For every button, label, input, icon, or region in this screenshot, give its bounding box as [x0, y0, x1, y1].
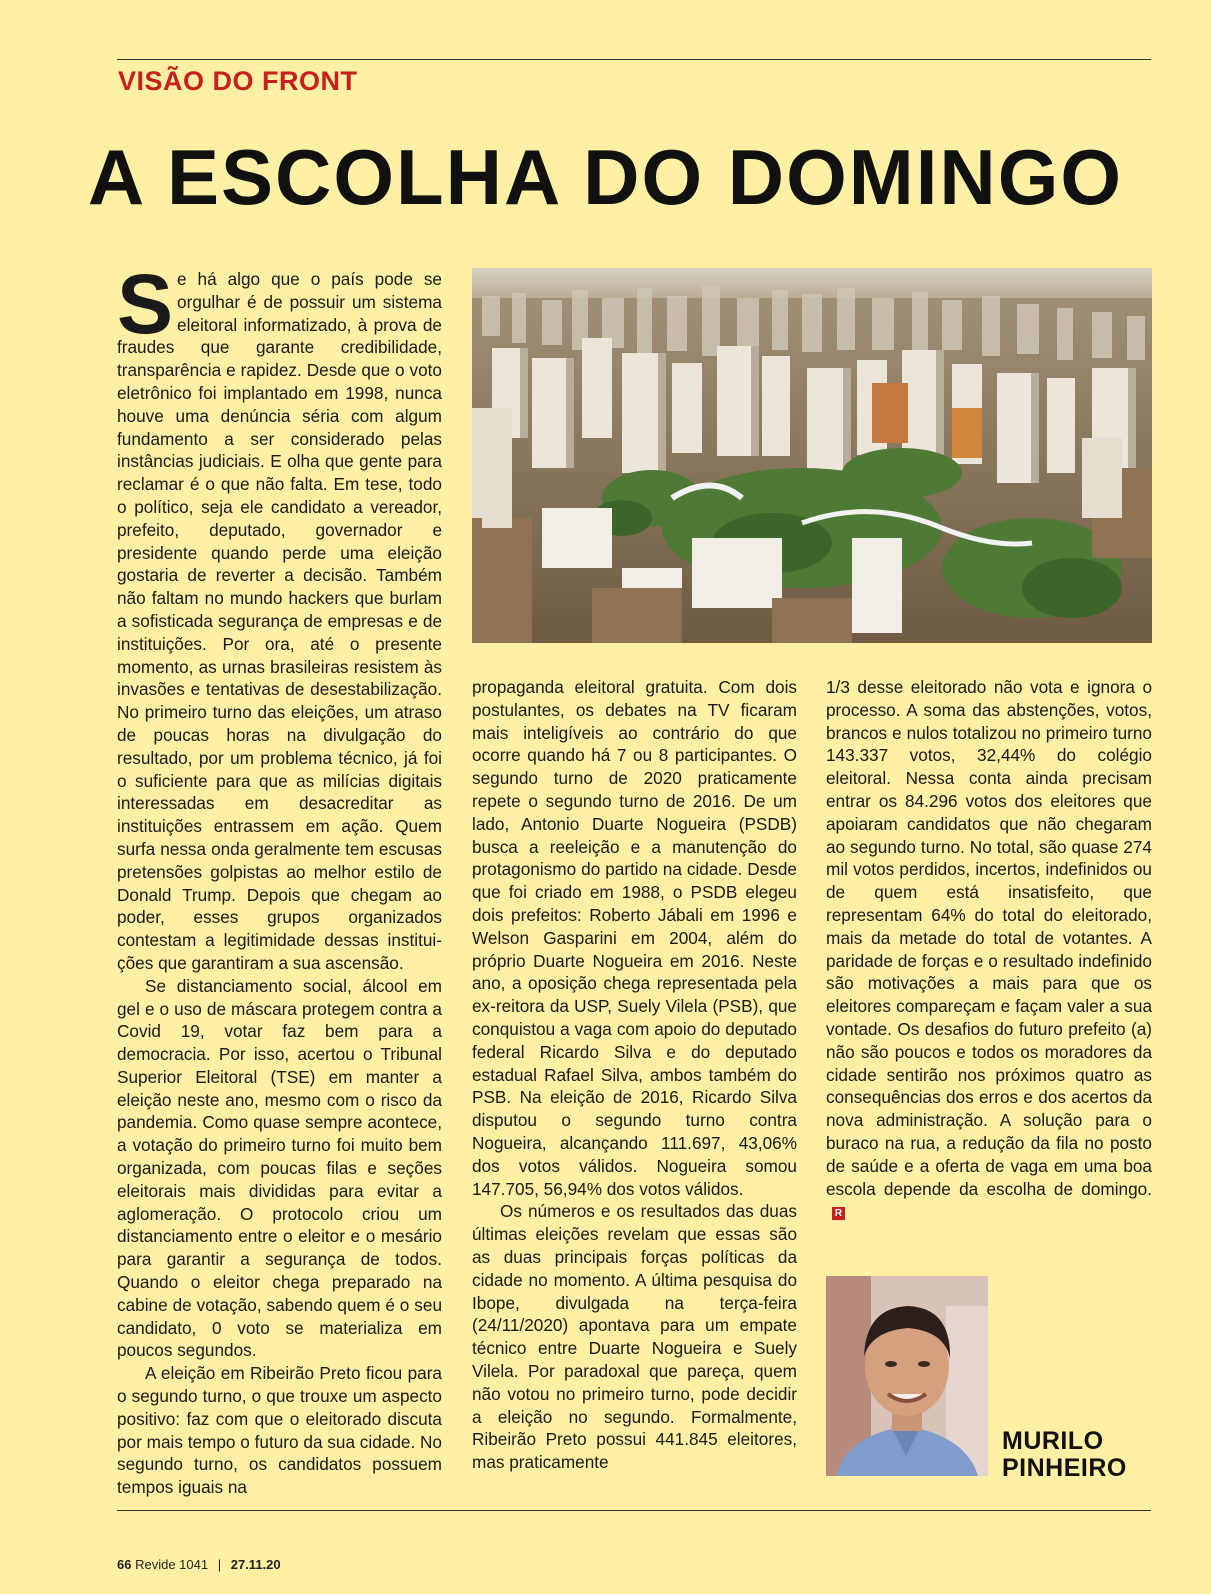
- author-portrait: [826, 1276, 988, 1476]
- article-paragraph: A eleição em Ribeirão Preto ficou para o segundo turno, o que trouxe um aspecto positivo: faz com que o eleitorado discuta por mais tempo o futuro da sua cidade. No segundo turno, os candidatos possuem tempos iguais na: [117, 1363, 442, 1498]
- headline: A ESCOLHA DO DOMINGO: [87, 133, 1124, 221]
- article-column-2: [472, 676, 797, 1474]
- article-column-3: [826, 676, 1152, 1223]
- page-number: 66: [117, 1557, 132, 1572]
- magazine-issue: Revide 1041: [135, 1557, 209, 1572]
- article-paragraph: 1/3 desse eleitorado não vota e ignora o processo. A soma das abstenções, votos, brancos e nulos totalizou no primeiro turno 143.337 votos, 32,44% do colégio eleitoral. Nessa conta ainda precisam entrar os 84.296 votos dos eleitores que apoiaram candidatos que não chegaram ao segundo turno. No total, são quase 274 mil votos perdidos, incertos, indefinidos ou de quem está insatisfeito, que representam 64% do total do eleitorado, mais da metade do total de votantes. A paridade de forças e o resultado indefinido são motivações a mais para que os eleitores compareçam e façam valer a sua vontade. Os desafios do futuro prefeito (a) não são poucos e todos os moradores da cidade sentirão nos próximos quatro as consequências dos erros e dos acertos da nova administração. A solução para o buraco na rua, a redução da fila no posto de saúde e a oferta de vaga em uma boa escola depende da escolha de domingo.R: [826, 677, 1152, 1220]
- bottom-rule: [117, 1510, 1151, 1511]
- author-name: MURILO PINHEIRO: [1002, 1427, 1127, 1482]
- article-paragraph: Os números e os resultados das duas últimas eleições revelam que essas são as duas principais forças políticas da cidade no momento. A última pesquisa do Ibope, divulgada na terça-feira (24/11/2020) apontava para um empate técnico entre Duarte Nogueira e Suely Vilela. Por paradoxal que pareça, quem não votou no primeiro turno, pode decidir a eleição no segundo. Formalmente, Ribeirão Preto possui 441.845 eleitores, mas praticamente: [472, 1201, 797, 1473]
- article-paragraph: Se há algo que o país pode se orgulhar é de possuir um sistema eleitoral informatizado, à prova de fraudes que garante credibilidade, transparência e rapidez. Desde que o voto eletrônico foi implantado em 1998, nunca houve uma denúncia séria com algum fundamento a ser considerado pelas instâncias judiciais. E olha que gente para reclamar é o que não falta. Em tese, todo o político, seja ele candidato a vereador, prefeito, deputado, governador e presidente quando perde uma eleição gostaria de reverter a decisão. Também não faltam no mundo hackers que burlam a sofisticada segurança de empresas e de instituições. Por ora, até o presente momento, as urnas brasileiras resistem às invasões e tentativas de desestabilização. No primeiro turno das eleições, um atraso de poucas horas na divulgação do resultado, por um problema técnico, já foi o suficiente para que as milícias digitais interessadas em desacreditar as instituições entrassem em ação. Quem surfa nessa onda geralmente tem escusas pretensões golpistas ao melhor estilo de Donald Trump. Depois que chegam ao poder, esses grupos organizados contestam a legitimidade dessas instituições que garantiram a sua ascensão.: [117, 257, 442, 973]
- top-rule: [117, 59, 1151, 60]
- article-paragraph: Se distanciamento social, álcool em gel e o uso de máscara protegem contra a Covid 19, votar faz bem para a democracia. Por isso, acertou o Tribunal Superior Eleitoral (TSE) em manter a eleição neste ano, mesmo com o risco da pandemia. Como quase sempre acontece, a votação do primeiro turno foi muito bem organizada, com poucas filas e seções eleitorais mais divididas para evitar a aglomeração. O protocolo criou um distanciamento entre o eleitor e o mesário para garantir a segurança de todos. Quando o eleitor chega preparado na cabine de votação, sabendo quem é o seu candidato, 0 voto se materializa em poucos segundos.: [117, 975, 442, 1361]
- drop-cap: S: [117, 257, 174, 351]
- article-paragraph: propaganda eleitoral gratuita. Com dois postulantes, os debates na TV ficaram mais inteligíveis ao contrário do que ocorre quando há 7 ou 8 participantes. O segundo turno de 2020 praticamente repete o segundo turno de 2016. De um lado, Antonio Duarte Nogueira (PSDB) busca a reeleição e a manutenção do protagonismo do partido na cidade. Desde que foi criado em 1988, o PSDB elegeu dois prefeitos: Roberto Jábali em 1996 e Welson Gasparini em 2004, além do próprio Duarte Nogueira em 2016. Neste ano, a oposição chega representada pela ex-reitora da USP, Suely Vilela (PSB), que conquistou a vaga com apoio do deputado federal Ricardo Silva e do deputado estadual Rafael Silva, ambos também do PSB. Na eleição de 2016, Ricardo Silva disputou o segundo turno contra Nogueira, alcançando 111.697, 43,06% dos votos válidos. Nogueira somou 147.705, 56,94% dos votos válidos.: [472, 677, 797, 1199]
- city-aerial-photo: [472, 268, 1152, 643]
- section-label: VISÃO DO FRONT: [118, 66, 358, 96]
- footer-separator: |: [217, 1557, 222, 1572]
- end-mark-icon: R: [832, 1207, 845, 1220]
- page-footer: [117, 1557, 281, 1572]
- article-column-1: [117, 257, 442, 1499]
- issue-date: 27.11.20: [230, 1557, 281, 1572]
